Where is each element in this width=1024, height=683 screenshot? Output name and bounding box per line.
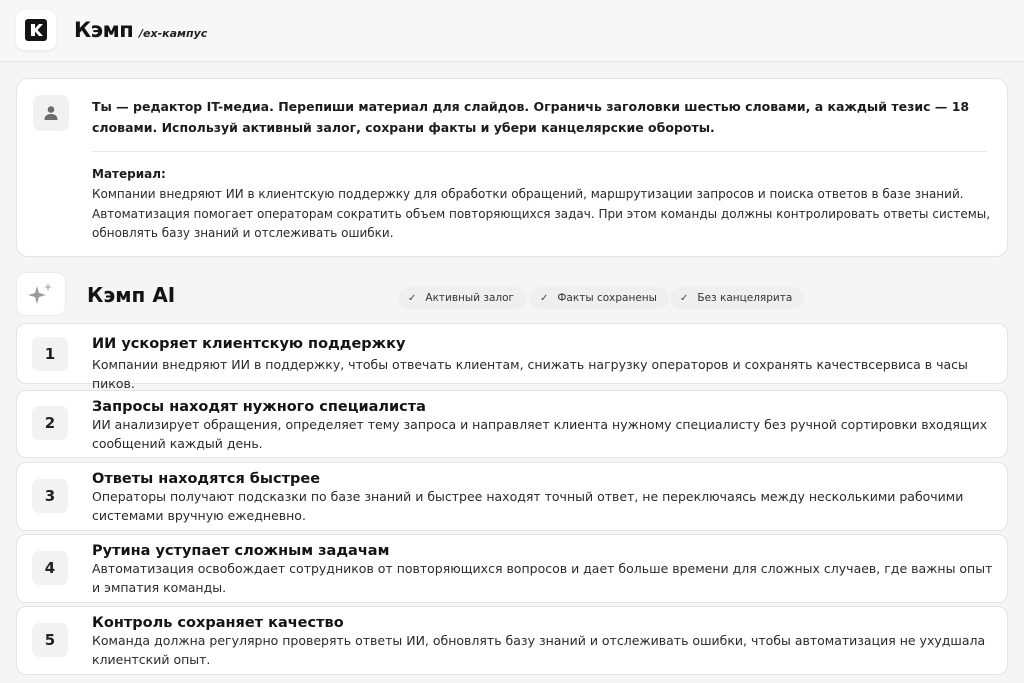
item-body: ИИ анализирует обращения, определяет тему запроса и направляет клиента нужному специалисту без ручной сортировки входящих сообщений каждый день. [92, 417, 988, 451]
chip-facts-kept [530, 287, 669, 309]
check-icon: ✓ [408, 292, 417, 304]
list-item [16, 323, 1008, 391]
chip-label: Активный залог [425, 292, 515, 304]
item-body: Команда должна регулярно проверять ответы ИИ, обновлять базу знаний и отслеживать ошибки, чтобы автоматизация не ухудшала клиентский опыт. [92, 633, 986, 667]
top-bar [0, 0, 1024, 62]
material-label: Материал: [92, 167, 166, 181]
item-number: 1 [32, 337, 68, 371]
brand-name[interactable]: Кэмп [74, 18, 134, 42]
chip-label: Факты сохранены [557, 292, 657, 304]
user-prompt-card [16, 78, 1008, 257]
item-title: Контроль сохраняет качество [92, 615, 344, 631]
item-body: Автоматизация освобождает сотрудников от повторяющихся вопросов и дает больше времени для сложных случаев, где важны опыт и эмпатия команды. [92, 561, 993, 595]
item-number: 5 [32, 623, 68, 657]
divider [92, 151, 987, 152]
ai-response-header [16, 272, 1008, 316]
k-logo-icon[interactable] [16, 10, 56, 50]
item-title: Ответы находятся быстрее [92, 471, 321, 487]
chip-active-voice [398, 287, 526, 309]
ai-title: Кэмп AI [87, 283, 176, 307]
check-icon: ✓ [680, 292, 689, 304]
item-title: Рутина уступает сложным задачам [92, 543, 390, 559]
list-item [16, 534, 1008, 603]
item-body: Компании внедряют ИИ в поддержку, чтобы отвечать клиентам, снижать нагрузку операторов и сохранять качествсервиса в часы пиков. [92, 357, 968, 391]
check-icon: ✓ [540, 292, 549, 304]
list-item [16, 390, 1008, 458]
brand-subtitle: /ex-кампус [139, 27, 208, 40]
item-number: 2 [32, 406, 68, 440]
item-number: 4 [32, 551, 68, 585]
list-item [16, 462, 1008, 531]
chip-no-bureaucratese [670, 287, 804, 309]
user-icon [33, 95, 69, 131]
material-text: Компании внедряют ИИ в клиентскую поддержку для обработки обращений, маршрутизации запросов и поиска ответов в базе знаний. Автоматизация помогает операторам сократить объем повторяющихся задач. При этом команды должны контролировать ответы системы, обновлять базу знаний и отслеживать ошибки. [92, 187, 991, 240]
sparkles-icon [16, 272, 66, 316]
chip-label: Без канцелярита [697, 292, 793, 304]
item-title: ИИ ускоряет клиентскую поддержку [92, 336, 406, 352]
prompt-text: Ты — редактор IT-медиа. Перепиши материал для слайдов. Ограничь заголовки шестью словами, а каждый тезис — 18 словами. Используй активный залог, сохрани факты и убери канцелярские обороты. [92, 99, 970, 135]
item-title: Запросы находят нужного специалиста [92, 399, 426, 415]
item-body: Операторы получают подсказки по базе знаний и быстрее находят точный ответ, не переключаясь между несколькими рабочими системами вручную ежедневно. [92, 489, 964, 523]
item-number: 3 [32, 479, 68, 513]
list-item [16, 606, 1008, 675]
